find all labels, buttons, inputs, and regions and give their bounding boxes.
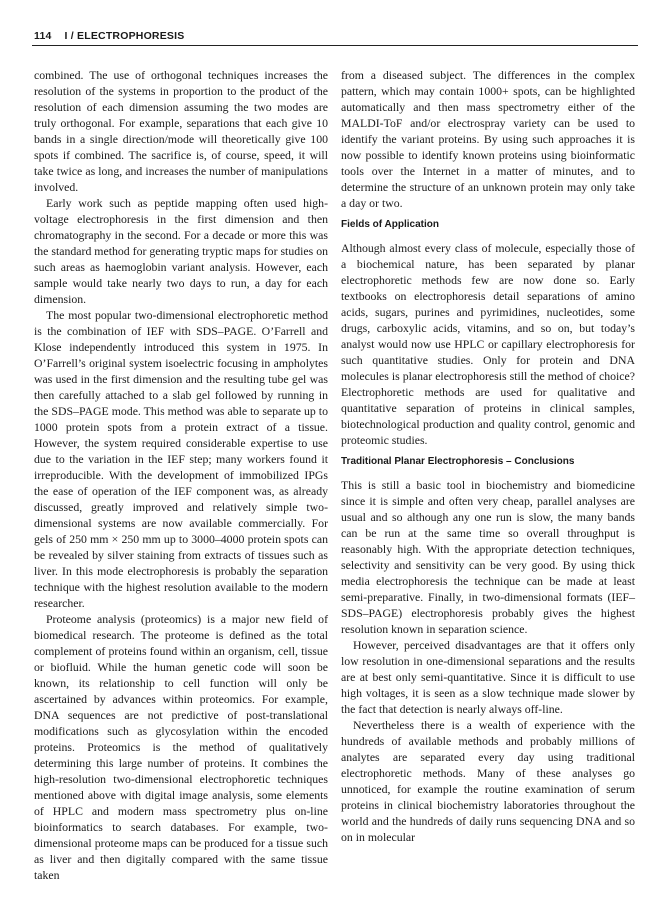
right-column: [341, 67, 635, 845]
paragraph: This is still a basic tool in biochemistry and biomedicine since it is simple and often very cheap, parallel analyses are usual and so although any one run is slow, the many bands can be run at the same time so overall throughput is reasonably high. With the appropriate detection techniques, selectivity and sensitivity can be very good. By using thick media electrophoresis the technique can be made at least semi-preparative. Finally, in two-dimensional formats (IEF–SDS–PAGE) electrophoresis probably gives the highest resolution known in separation science.: [341, 478, 635, 636]
paragraph: Nevertheless there is a wealth of experience with the hundreds of available methods and probably millions of analytes are separated every day using traditional electrophoretic methods. Many of these analyses go unnoticed, for example the routine examination of serum proteins in clinical biochemistry laboratories throughout the world and the hundreds of daily runs sequencing DNA and so on in molecular: [341, 718, 635, 844]
section-title: I / ELECTROPHORESIS: [64, 30, 185, 42]
paragraph: Proteome analysis (proteomics) is a major new field of biomedical research. The proteome is defined as the total complement of proteins found within an organism, cell, tissue or biofluid. While the human genetic code will soon be known, its relationship to cell function will only be ascertained by advances within proteomics. For example, DNA sequences are not predictive of post-translational modifications such as glycosylation within the encoded proteins. Proteomics is the method of qualitatively determining this large number of proteins. It combines the high-resolution two-dimensional electrophoretic techniques mentioned above with digital image analysis, some elements of HPLC and modern mass spectrometry plus on-line bioinformatics to search databases. For example, two-dimensional proteome maps can be produced for a tissue such as liver and then digitally compared with the same tissue taken: [34, 612, 328, 882]
paragraph: The most popular two-dimensional electrophoretic method is the combination of IEF with SDS–PAGE. O’Farrell and Klose independently introduced this system in 1975. In O’Farrell’s original system isoelectric focusing in ampholytes was used in the first dimension and the resulting tube gel was then carefully attached to a slab gel followed by running in the SDS–PAGE mode. This method was able to separate up to 1000 protein spots from a protein extract of a tissue. However, the system required considerable expertise to use due to the variation in the IEF step; many workers found it irreproducible. With the development of immobilized IPGs the ease of operation of the IEF component was, as already discussed, greatly improved and relatively simple two-dimensional systems are now available commercially. For gels of 250 mm × 250 mm up to 3000–4000 protein spots can be revealed by silver staining from extracts of tissues such as liver. In this mode electrophoresis is probably the separation technique with the highest resolution available to the modern researcher.: [34, 308, 328, 610]
running-header: [34, 30, 634, 42]
page-number: 114: [34, 30, 52, 42]
left-column: [34, 67, 328, 883]
paragraph: Although almost every class of molecule, especially those of a biochemical nature, has been separated by planar electrophoretic methods few are now done so. Early textbooks on electrophoresis detail separations of amino acids, sugars, purines and pyrimidines, nucleotides, some drugs, carboxylic acids, vitamins, and so on, but today’s analyst would now use HPLC or capillary electrophoresis for such quantitative studies. Only for protein and DNA molecules is planar electrophoresis still the method of choice? Electrophoretic methods are used for qualitative and quantitative separation of proteins in clinical samples, biotechnological production and quality control, genomic and proteomic studies.: [341, 241, 635, 447]
paragraph: combined. The use of orthogonal techniques increases the resolution of the systems in proportion to the product of the resolution of each dimension assuming the two modes are truly orthogonal. For example, separations that each give 10 bands in a single direction/mode will theoretically give 100 spots if combined. The sacrifice is, of course, speed, it will take twice as long, and increases the number of manipulations involved.: [34, 68, 328, 194]
header-rule: [32, 45, 638, 46]
paragraph: Early work such as peptide mapping often used high-voltage electrophoresis in the first dimension and then chromatography in the second. For a decade or more this was the standard method for generating tryptic maps for studies on such areas as haemoglobin variant analysis. However, each sample would take nearly two days to run, a day for each dimension.: [34, 196, 328, 306]
paragraph: However, perceived disadvantages are that it offers only low resolution in one-dimensional separations and the results are at best only semi-quantitative. Since it is difficult to use high voltages, it is seen as a slow technique made slower by the fact that detection is nearly always off-line.: [341, 638, 635, 716]
paragraph: from a diseased subject. The differences in the complex pattern, which may contain 1000+ spots, can be highlighted automatically and then mass spectrometry either of the MALDI-ToF and/or electrospray variety can be used to identify the variant proteins. By using such approaches it is now possible to identify known proteins using bioinformatic tools over the Internet in a matter of minutes, and to determine the structure of an unknown protein may only take a day or two.: [341, 68, 635, 210]
section-heading-conclusions: Traditional Planar Electrophoresis – Conclusions: [341, 456, 575, 467]
section-heading-fields: Fields of Application: [341, 219, 439, 230]
